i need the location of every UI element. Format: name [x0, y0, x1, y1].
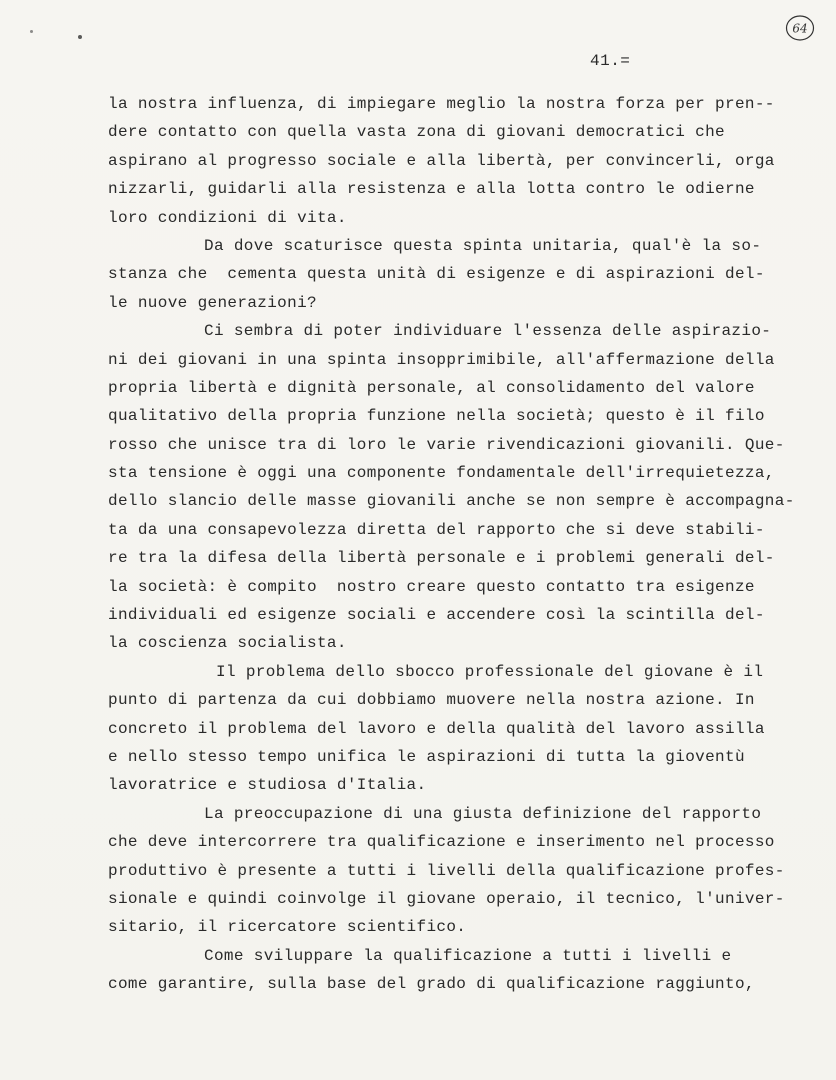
- text-line: loro condizioni di vita.: [108, 208, 347, 227]
- text-line: che deve intercorrere tra qualificazione e inserimento nel processo: [108, 833, 775, 852]
- text-line: lavoratrice e studiosa d'Italia.: [108, 776, 427, 795]
- text-line: Da dove scaturisce questa spinta unitaria, qual'è la so-: [204, 236, 762, 255]
- text-line: dello slancio delle masse giovanili anche se non sempre è accompagna-: [108, 492, 795, 511]
- text-line: aspirano al progresso sociale e alla libertà, per convincerli, orga: [108, 151, 775, 170]
- text-line: e nello stesso tempo unifica le aspirazioni di tutta la gioventù: [108, 747, 745, 766]
- svg-text:64: 64: [792, 21, 808, 36]
- text-line: sitario, il ricercatore scientifico.: [108, 918, 467, 937]
- text-line: dere contatto con quella vasta zona di giovani democratici che: [108, 123, 725, 142]
- page-number: 41.=: [590, 52, 631, 70]
- text-line: punto di partenza da cui dobbiamo muovere nella nostra azione. In: [108, 691, 755, 710]
- text-line: produttivo è presente a tutti i livelli della qualificazione profes-: [108, 861, 785, 880]
- text-line: La preoccupazione di una giusta definizione del rapporto: [204, 804, 762, 823]
- archive-number-stamp: [784, 12, 816, 44]
- text-line: sta tensione è oggi una componente fondamentale dell'irrequietezza,: [108, 464, 775, 483]
- text-line: la società: è compito nostro creare questo contatto tra esigenze: [108, 577, 755, 596]
- text-line: ni dei giovani in una spinta insopprimibile, all'affermazione della: [108, 350, 775, 369]
- typed-text-body: [108, 90, 795, 999]
- text-line: qualitativo della propria funzione nella società; questo è il filo: [108, 407, 765, 426]
- text-line: Come sviluppare la qualificazione a tutti i livelli e: [204, 946, 732, 965]
- text-line: Ci sembra di poter individuare l'essenza delle aspirazio-: [204, 322, 772, 341]
- text-line: propria libertà e dignità personale, al consolidamento del valore: [108, 378, 755, 397]
- paper-speck: [30, 30, 33, 33]
- text-line: nizzarli, guidarli alla resistenza e alla lotta contro le odierne: [108, 180, 755, 199]
- text-line: stanza che cementa questa unità di esigenze e di aspirazioni del-: [108, 265, 765, 284]
- text-line: re tra la difesa della libertà personale e i problemi generali del-: [108, 549, 775, 568]
- text-line: sionale e quindi coinvolge il giovane operaio, il tecnico, l'univer-: [108, 889, 785, 908]
- text-line: individuali ed esigenze sociali e accendere così la scintilla del-: [108, 606, 765, 625]
- text-line: la coscienza socialista.: [108, 634, 347, 653]
- text-line: ta da una consapevolezza diretta del rapporto che si deve stabili-: [108, 520, 765, 539]
- text-line: rosso che unisce tra di loro le varie rivendicazioni giovanili. Que-: [108, 435, 785, 454]
- text-line: le nuove generazioni?: [108, 293, 317, 312]
- text-line: Il problema dello sbocco professionale del giovane è il: [216, 662, 764, 681]
- paper-speck: [78, 35, 82, 39]
- text-line: come garantire, sulla base del grado di qualificazione raggiunto,: [108, 975, 755, 994]
- text-line: la nostra influenza, di impiegare meglio la nostra forza per pren--: [108, 95, 775, 113]
- text-line: concreto il problema del lavoro e della qualità del lavoro assilla: [108, 719, 765, 738]
